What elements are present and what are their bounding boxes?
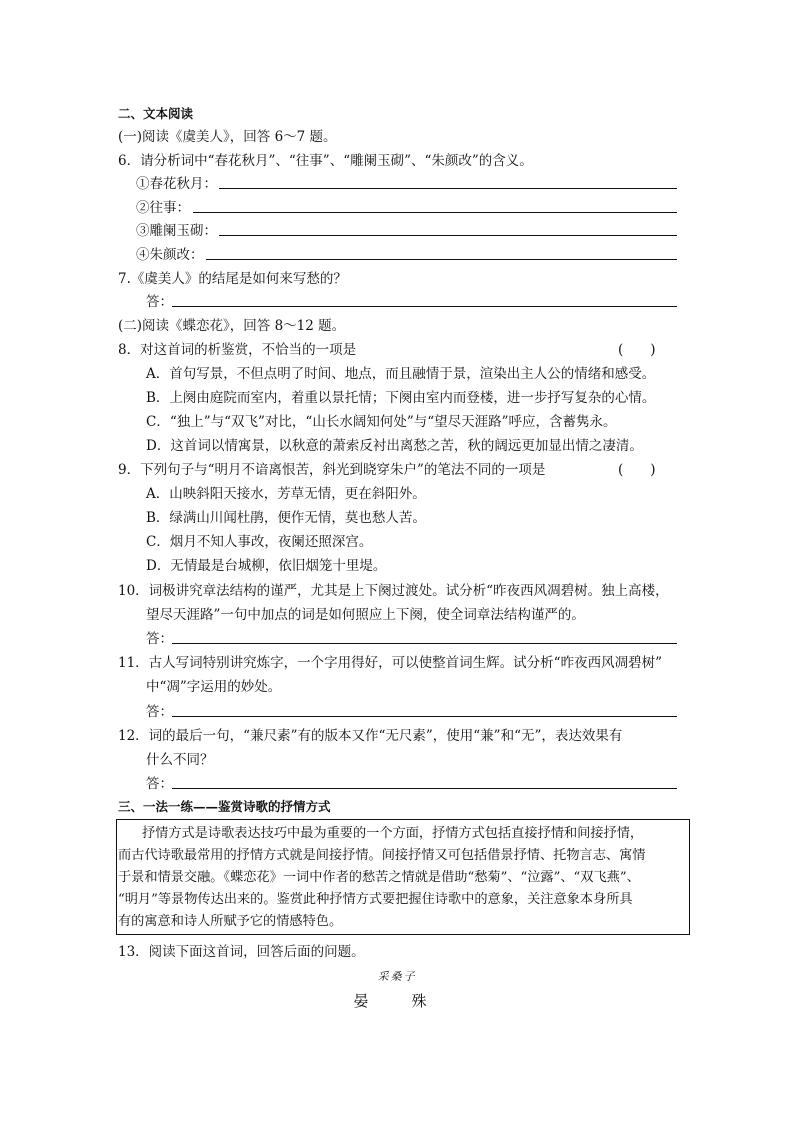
question-11-stem-cont: 中“凋”字运用的妙处。 (146, 679, 282, 695)
answer-blank[interactable] (172, 306, 677, 307)
q8-option-a: A．首句写景，不但点明了时间、地点，而且融情于景，渲染出主人公的情绪和感受。 (146, 366, 656, 382)
answer-blank[interactable] (172, 788, 677, 789)
note-line: “明月”等景物传达出来的。鉴赏此种抒情方式要把握住诗歌中的意象，关注意象本身所具 (118, 892, 633, 907)
note-line: 于景和情景交融。《蝶恋花》一词中作者的愁苦之情就是借助“愁菊”、“泣露”、“双飞燕”、 (118, 870, 640, 885)
q6-item-2: ②往事： (136, 200, 190, 216)
answer-label: 答： (146, 704, 173, 720)
question-8-stem: 8．对这首词的析鉴赏，不恰当的一项是 (118, 342, 357, 358)
poem-title: 采桑子 (377, 970, 417, 983)
poem-author: 晏 殊 (353, 992, 441, 1010)
section-heading: 三、一法一练——鉴赏诗歌的抒情方式 (118, 799, 331, 814)
part-intro: (二)阅读《蝶恋花》，回答 8～12 题。 (118, 318, 346, 334)
question-7-stem: 7.《虞美人》的结尾是如何来写愁的？ (118, 271, 347, 287)
q6-item-1: ①春花秋月： (136, 176, 217, 192)
answer-blank[interactable] (206, 259, 677, 260)
note-line: 而古代诗歌最常用的抒情方式就是间接抒情。间接抒情又可包括借景抒情、托物言志、寓情 (118, 848, 646, 863)
section-heading: 二、文本阅读 (118, 106, 194, 121)
question-12-stem: 12．词的最后一句，“兼尺素”有的版本又作“无尺素”，使用“兼”和“无”，表达效果有 (118, 728, 623, 744)
note-line: 抒情方式是诗歌表达技巧中最为重要的一个方面，抒情方式包括直接抒情和间接抒情， (142, 826, 644, 841)
question-6-stem: 6．请分析词中“春花秋月”、“往事”、“雕阑玉砌”、“朱颜改”的含义。 (118, 153, 533, 169)
note-line: 有的寓意和诗人所赋予它的情感特色。 (118, 914, 343, 929)
q9-option-b: B．绿满山川闻杜鹃，便作无情，莫也愁人苦。 (146, 510, 426, 526)
answer-blank[interactable] (219, 235, 677, 236)
question-11-stem: 11．古人写词特别讲究炼字，一个字用得好，可以使整首词生辉。试分析“昨夜西风凋碧树” (118, 655, 662, 671)
question-10-stem-cont: 望尽天涯路”一句中加点的词是如何照应上下阕，使全词章法结构谨严的。 (146, 607, 585, 623)
part-intro: (一)阅读《虞美人》，回答 6～7 题。 (118, 129, 337, 145)
question-10-stem: 10．词极讲究章法结构的谨严，尤其是上下阕过渡处。试分析“昨夜西风凋碧树。独上高楼， (118, 583, 669, 599)
q8-option-b: B．上阕由庭院而室内，着重以景托情；下阕由室内而登楼，进一步抒写复杂的心情。 (146, 390, 656, 406)
q9-option-d: D．无情最是台城柳，依旧烟笼十里堤。 (146, 558, 387, 574)
answer-paren[interactable]: ( ) (618, 462, 656, 478)
answer-label: 答： (146, 294, 173, 310)
q8-option-c: C．“独上”与“双飞”对比，“山长水阔知何处”与“望尽天涯路”呼应，含蓄隽永。 (146, 414, 617, 430)
answer-paren[interactable]: ( ) (618, 342, 656, 358)
answer-blank[interactable] (172, 716, 677, 717)
answer-blank[interactable] (172, 643, 677, 644)
q9-option-c: C．烟月不知人事改，夜阑还照深宫。 (146, 534, 373, 550)
question-12-stem-cont: 什么不同？ (146, 752, 214, 768)
answer-blank[interactable] (219, 188, 677, 189)
answer-label: 答： (146, 631, 173, 647)
q8-option-d: D．这首词以情寓景，以秋意的萧索反衬出离愁之苦，秋的阔远更加显出情之凄清。 (146, 438, 643, 454)
question-13-stem: 13．阅读下面这首词，回答后面的问题。 (118, 944, 365, 960)
question-9-stem: 9．下列句子与“明月不谙离恨苦，斜光到晓穿朱户”的笔法不同的一项是 (118, 462, 546, 478)
answer-label: 答： (146, 776, 173, 792)
q6-item-4: ④朱颜改： (136, 247, 204, 263)
q9-option-a: A．山映斜阳天接水，芳草无情，更在斜阳外。 (146, 486, 426, 502)
answer-blank[interactable] (193, 212, 677, 213)
q6-item-3: ③雕阑玉砌： (136, 223, 217, 239)
